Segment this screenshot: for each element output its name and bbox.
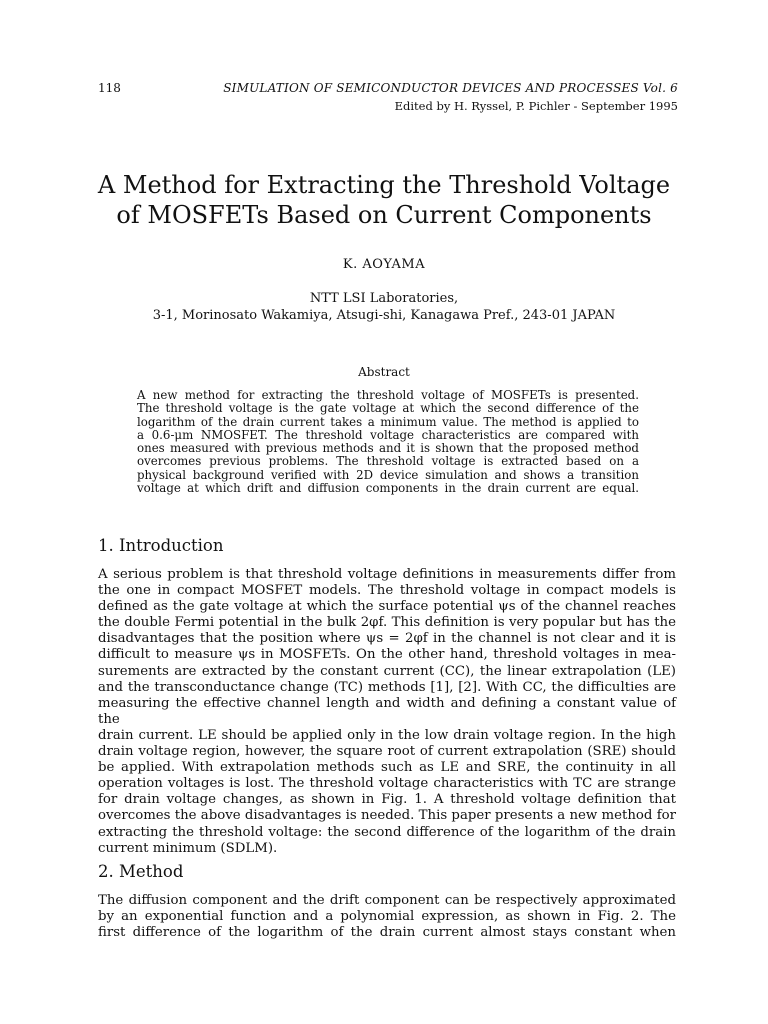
body-line: difficult to measure ψs in MOSFETs. On the other hand, threshold voltages in mea- (98, 647, 676, 663)
section-heading-method: 2. Method (98, 862, 184, 881)
abstract-line: physical background verified with 2D device simulation and shows a transition (137, 467, 639, 482)
body-line: disadvantages that the position where ψs = 2φf in the channel is not clear and it is (98, 631, 676, 647)
body-line: by an exponential function and a polynomial expression, as shown in Fig. 2. The (98, 909, 676, 925)
abstract-line: voltage at which drift and diffusion components in the drain current are equal. (137, 481, 639, 496)
affiliation-line-2: 3-1, Morinosato Wakamiya, Atsugi-shi, Kanagawa Pref., 243-01 JAPAN (152, 308, 616, 323)
body-line: drain current. LE should be applied only in the low drain voltage region. In the high (98, 727, 676, 743)
body-line: drain voltage region, however, the square root of current extrapolation (SRE) should (98, 744, 676, 760)
body-line: the one in compact MOSFET models. The threshold voltage in compact models is (98, 583, 676, 599)
editors-line: Edited by H. Ryssel, P. Pichler - September 1995 (394, 99, 678, 113)
section-heading-introduction: 1. Introduction (98, 536, 224, 555)
body-line: The diffusion component and the drift component can be respectively approximated (98, 893, 676, 908)
body-line: overcomes the above disadvantages is needed. This paper presents a new method for (98, 808, 676, 824)
body-line: operation voltages is lost. The threshold voltage characteristics with TC are strange (98, 776, 676, 792)
page-number: 118 (98, 81, 121, 95)
body-line: measuring the effective channel length and width and defining a constant value of the (98, 695, 676, 727)
body-line: defined as the gate voltage at which the surface potential ψs of the channel reaches (98, 599, 676, 615)
body-line: first difference of the logarithm of the drain current almost stays constant when (98, 925, 676, 941)
abstract-line: ones measured with previous methods and it is shown that the proposed method (137, 441, 639, 456)
abstract-line: The threshold voltage is the gate voltage at which the second difference of the (137, 401, 639, 416)
abstract-line: overcomes previous problems. The threshold voltage is extracted based on a (137, 454, 639, 469)
abstract-line: logarithm of the drain current takes a minimum value. The method is applied to (137, 414, 639, 429)
paper-title (0, 170, 768, 230)
abstract-line: A new method for extracting the threshold voltage of MOSFETs is presented. (137, 388, 639, 402)
abstract-heading: Abstract (358, 365, 410, 379)
introduction-body (98, 567, 676, 857)
method-body (98, 893, 676, 941)
title-line-1: A Method for Extracting the Threshold Voltage (97, 171, 671, 199)
body-line: current minimum (SDLM). (98, 840, 278, 856)
body-line: be applied. With extrapolation methods such as LE and SRE, the continuity in all (98, 760, 676, 776)
body-line: the double Fermi potential in the bulk 2φf. This definition is very popular but has the (98, 615, 676, 631)
journal-title: SIMULATION OF SEMICONDUCTOR DEVICES AND PROCESSES Vol. 6 (223, 81, 678, 95)
abstract-line: a 0.6-μm NMOSFET. The threshold voltage characteristics are compared with (137, 427, 639, 442)
body-line: A serious problem is that threshold voltage definitions in measurements differ from (98, 567, 676, 582)
body-line: for drain voltage changes, as shown in Fig. 1. A threshold voltage definition that (98, 792, 676, 808)
abstract-body (137, 389, 639, 495)
body-line: and the transconductance change (TC) methods [1], [2]. With CC, the difficulties are (98, 679, 676, 695)
affiliation-line-1: NTT LSI Laboratories, (309, 291, 459, 306)
body-line: extracting the threshold voltage: the second difference of the logarithm of the drain (98, 824, 676, 840)
body-line: surements are extracted by the constant current (CC), the linear extrapolation (LE) (98, 663, 676, 679)
author: K. AOYAMA (342, 257, 426, 272)
title-line-2: of MOSFETs Based on Current Components (116, 201, 652, 229)
